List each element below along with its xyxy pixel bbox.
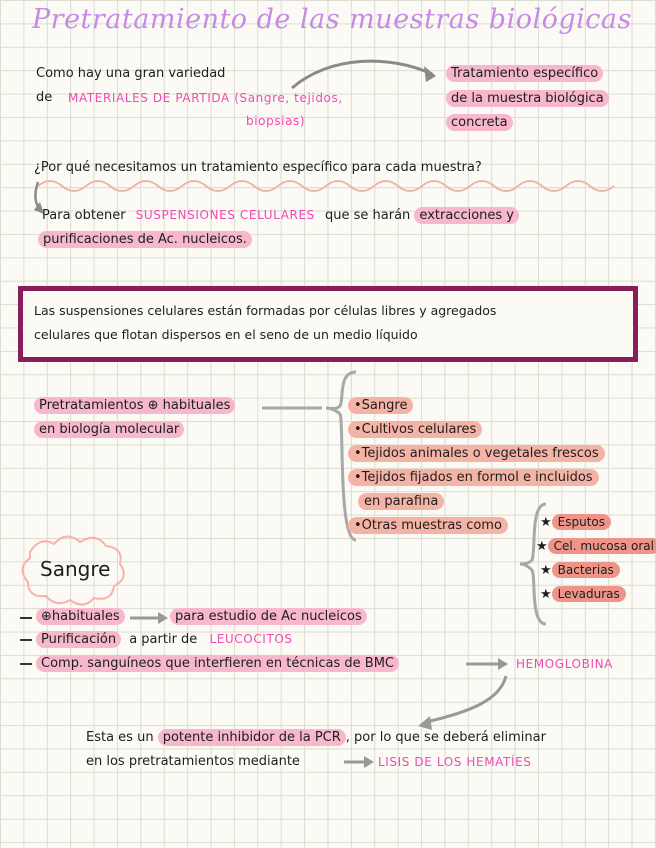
item-otras: •Otras muestras como — [348, 517, 508, 534]
final-l1-b: potente inhibidor de la PCR — [158, 729, 346, 746]
sangre-l1-b: para estudio de Ac nucleicos — [170, 608, 367, 625]
definition-line-1: Las suspensiones celulares están formadas por células libres y agregados — [34, 303, 497, 318]
item-parafina: en parafina — [358, 493, 444, 510]
item-tejidos-fijados: •Tejidos fijados en formol e incluidos — [348, 469, 599, 486]
final-l1-a: Esta es un — [86, 730, 154, 745]
otra-bacterias: Bacterias — [552, 562, 620, 578]
definition-line-2: celulares que flotan dispersos en el seno de un medio líquido — [34, 327, 418, 342]
item-cultivos: •Cultivos celulares — [348, 421, 482, 438]
sangre-l3-a: Comp. sanguíneos que interfieren en técnicas de BMC — [36, 655, 399, 672]
item-tejidos-frescos: •Tejidos animales o vegetales frescos — [348, 445, 605, 462]
answer-prefix: Para obtener — [42, 208, 126, 223]
item-sangre: •Sangre — [348, 397, 413, 414]
suspensiones-text: SUSPENSIONES CELULARES — [135, 208, 315, 222]
intro-line-1: Como hay una gran variedad — [36, 66, 226, 81]
answer-end: extracciones y — [414, 207, 519, 224]
right-1: Tratamiento específico — [446, 65, 603, 82]
page-title: Pretratamiento de las muestras biológicas — [32, 4, 632, 35]
materiales-text: MATERIALES DE PARTIDA (Sangre, tejidos, — [68, 91, 343, 105]
sangre-heading: Sangre — [40, 557, 111, 581]
answer-mid: que se harán — [325, 208, 411, 223]
star-icon: ★ — [540, 563, 552, 578]
pretratamientos-label-2: en biología molecular — [34, 421, 184, 438]
definition-box — [18, 286, 638, 362]
final-l2-a: en los pretratamientos mediante — [86, 754, 300, 769]
leucocitos-text: LEUCOCITOS — [209, 632, 293, 646]
pretratamientos-label-1: Pretratamientos ⊕ habituales — [34, 397, 235, 414]
lisis-text: LISIS DE LOS HEMATÍES — [378, 755, 532, 769]
intro-line-2-prefix: de — [36, 90, 53, 105]
star-icon: ★ — [540, 587, 552, 602]
otra-esputos: Esputos — [552, 514, 611, 530]
otra-mucosa: Cel. mucosa oral — [548, 538, 656, 554]
sangre-l2-a: Purificación — [36, 631, 121, 648]
sangre-l1-a: ⊕habituales — [36, 608, 125, 625]
star-icon: ★ — [536, 539, 548, 554]
hemoglobina-text: HEMOGLOBINA — [516, 657, 613, 671]
question-text: ¿Por qué necesitamos un tratamiento específico para cada muestra? — [34, 160, 482, 175]
answer-line-2: purificaciones de Ac. nucleicos. — [38, 231, 252, 248]
sangre-l2-b: a partir de — [129, 632, 198, 647]
right-3: concreta — [446, 114, 513, 131]
otra-levaduras: Levaduras — [552, 586, 626, 602]
materiales-text-2: biopsias) — [246, 114, 306, 128]
star-icon: ★ — [540, 515, 552, 530]
final-l1-c: , por lo que se deberá eliminar — [345, 730, 546, 745]
right-2: de la muestra biológica — [446, 90, 609, 107]
